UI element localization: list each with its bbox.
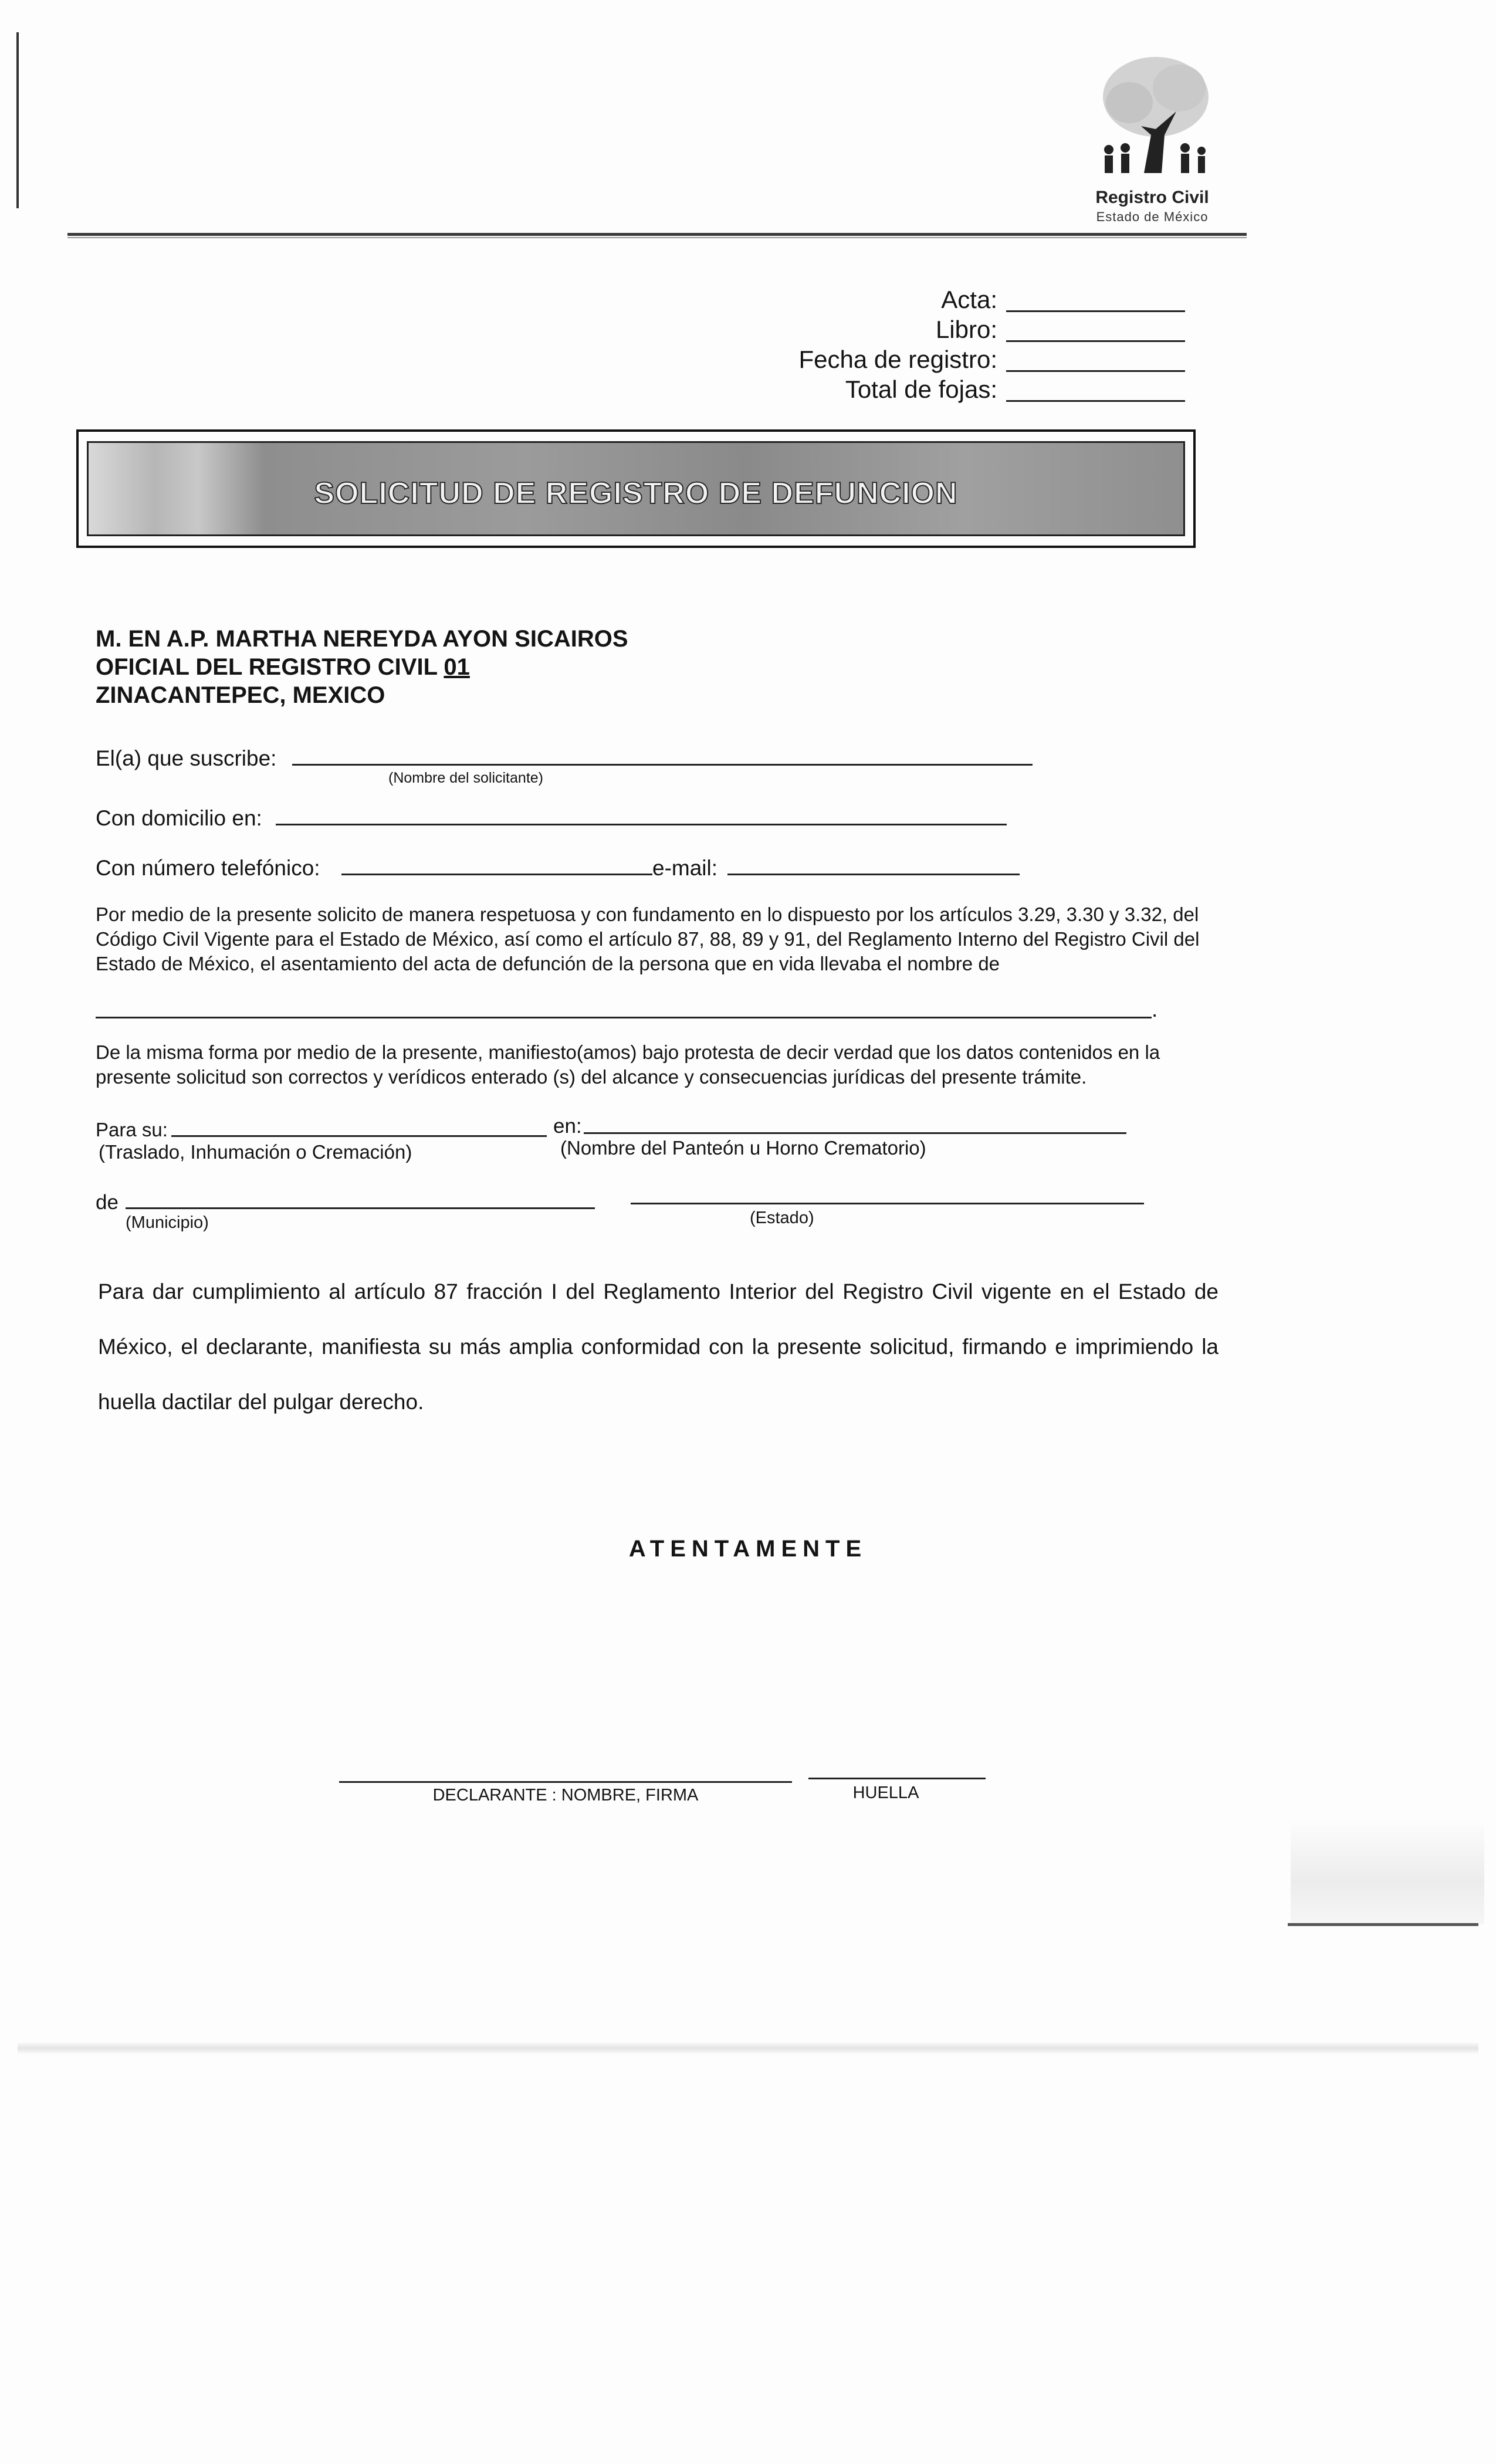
email-field[interactable] [727, 874, 1020, 875]
conformity-paragraph: Para dar cumplimiento al artículo 87 fracción I del Reglamento Interior del Registro Civil vigente en el Estado de México, el declarante, manifiesta su más amplia conformidad con la presente solicitud, firmando e imprimiendo la huella dactilar del pulgar derecho. [98, 1280, 1219, 1414]
de-label: de [96, 1191, 119, 1214]
record-field-label: Total de fojas: [845, 375, 997, 403]
addressee-title [96, 653, 470, 681]
addressee-office: OFICIAL DEL REGISTRO CIVIL [96, 654, 444, 680]
suscribe-label: El(a) que suscribe: [96, 746, 277, 770]
municipio-hint: (Municipio) [126, 1213, 209, 1232]
record-field-libro[interactable] [733, 316, 1185, 346]
scan-edge-line [1288, 1923, 1478, 1926]
declarante-label: DECLARANTE : NOMBRE, FIRMA [432, 1786, 699, 1805]
en-hint: (Nombre del Panteón u Horno Crematorio) [560, 1137, 926, 1159]
record-field-label: Fecha de registro: [798, 346, 997, 373]
para-su-label: Para su: [96, 1119, 168, 1140]
record-field-acta[interactable] [733, 286, 1185, 316]
email-label: e-mail: [652, 856, 718, 880]
protest-paragraph: De la misma forma por medio de la presente, manifiesto(amos) bajo protesta de decir verdad que los datos contenidos en la presente solicitud son correctos y verídicos enterado (s) del alcance y consecuencias jurídicas del presente trámite. [96, 1041, 1160, 1088]
title-banner-fill [87, 441, 1185, 536]
record-field-fecha-registro[interactable] [733, 346, 1185, 376]
title-banner [76, 429, 1196, 548]
telefono-field[interactable] [341, 874, 652, 875]
telefono-label: Con número telefónico: [96, 856, 320, 880]
estado-field[interactable] [631, 1203, 1144, 1204]
record-field-line[interactable] [1006, 340, 1185, 342]
registro-civil-logo [1068, 47, 1226, 235]
huella-label: HUELLA [852, 1783, 919, 1802]
record-field-line[interactable] [1006, 370, 1185, 372]
record-field-label: Libro: [935, 316, 997, 343]
header-rule [67, 233, 1247, 236]
logo-subtitle: Estado de México [1096, 209, 1209, 224]
addressee-office-number: 01 [444, 654, 470, 680]
solicitante-name-field[interactable] [292, 764, 1033, 766]
form-title: SOLICITUD DE REGISTRO DE DEFUNCION [314, 476, 958, 510]
estado-hint: (Estado) [750, 1209, 814, 1227]
addressee-name: M. EN A.P. MARTHA NEREYDA AYON SICAIROS [96, 626, 628, 652]
para-su-field[interactable] [171, 1135, 547, 1137]
scan-shadow-right [1291, 1819, 1484, 1924]
registro-civil-tree-family-logo-icon [1068, 47, 1226, 188]
request-paragraph: Por medio de la presente solicito de manera respetuosa y con fundamento en lo dispuesto por los artículos 3.29, 3.30 y 3.32, del Código Civil Vigente para el Estado de México, así como el artículo 87, 88, 89 y 91, del Reglamento Interno del Registro Civil del Estado de México, el asentamiento del acta de defunción de la persona que en vida llevaba el nombre de [96, 903, 1200, 974]
record-field-total-fojas[interactable] [733, 375, 1185, 406]
record-field-line[interactable] [1006, 310, 1185, 312]
domicilio-label: Con domicilio en: [96, 806, 262, 830]
solicitante-hint: (Nombre del solicitante) [388, 770, 543, 786]
record-field-label: Acta: [941, 286, 997, 313]
header-rule-secondary [67, 237, 1247, 238]
declarante-signature-field[interactable] [339, 1781, 792, 1783]
addressee-location: ZINACANTEPEC, MEXICO [96, 682, 385, 708]
para-su-hint: (Traslado, Inhumación o Cremación) [99, 1141, 412, 1163]
deceased-name-field[interactable] [96, 1017, 1152, 1018]
panteon-field[interactable] [584, 1132, 1126, 1134]
domicilio-field[interactable] [276, 824, 1007, 825]
logo-title: Registro Civil [1095, 188, 1209, 207]
en-label: en: [553, 1115, 582, 1138]
scan-fold-shadow [18, 2042, 1478, 2055]
deceased-name-period: . [1152, 997, 1158, 1021]
municipio-field[interactable] [126, 1207, 595, 1209]
atentamente-heading: ATENTAMENTE [628, 1536, 868, 1562]
scan-edge-mark [16, 32, 19, 208]
huella-field[interactable] [808, 1778, 986, 1779]
record-field-line[interactable] [1006, 400, 1185, 402]
